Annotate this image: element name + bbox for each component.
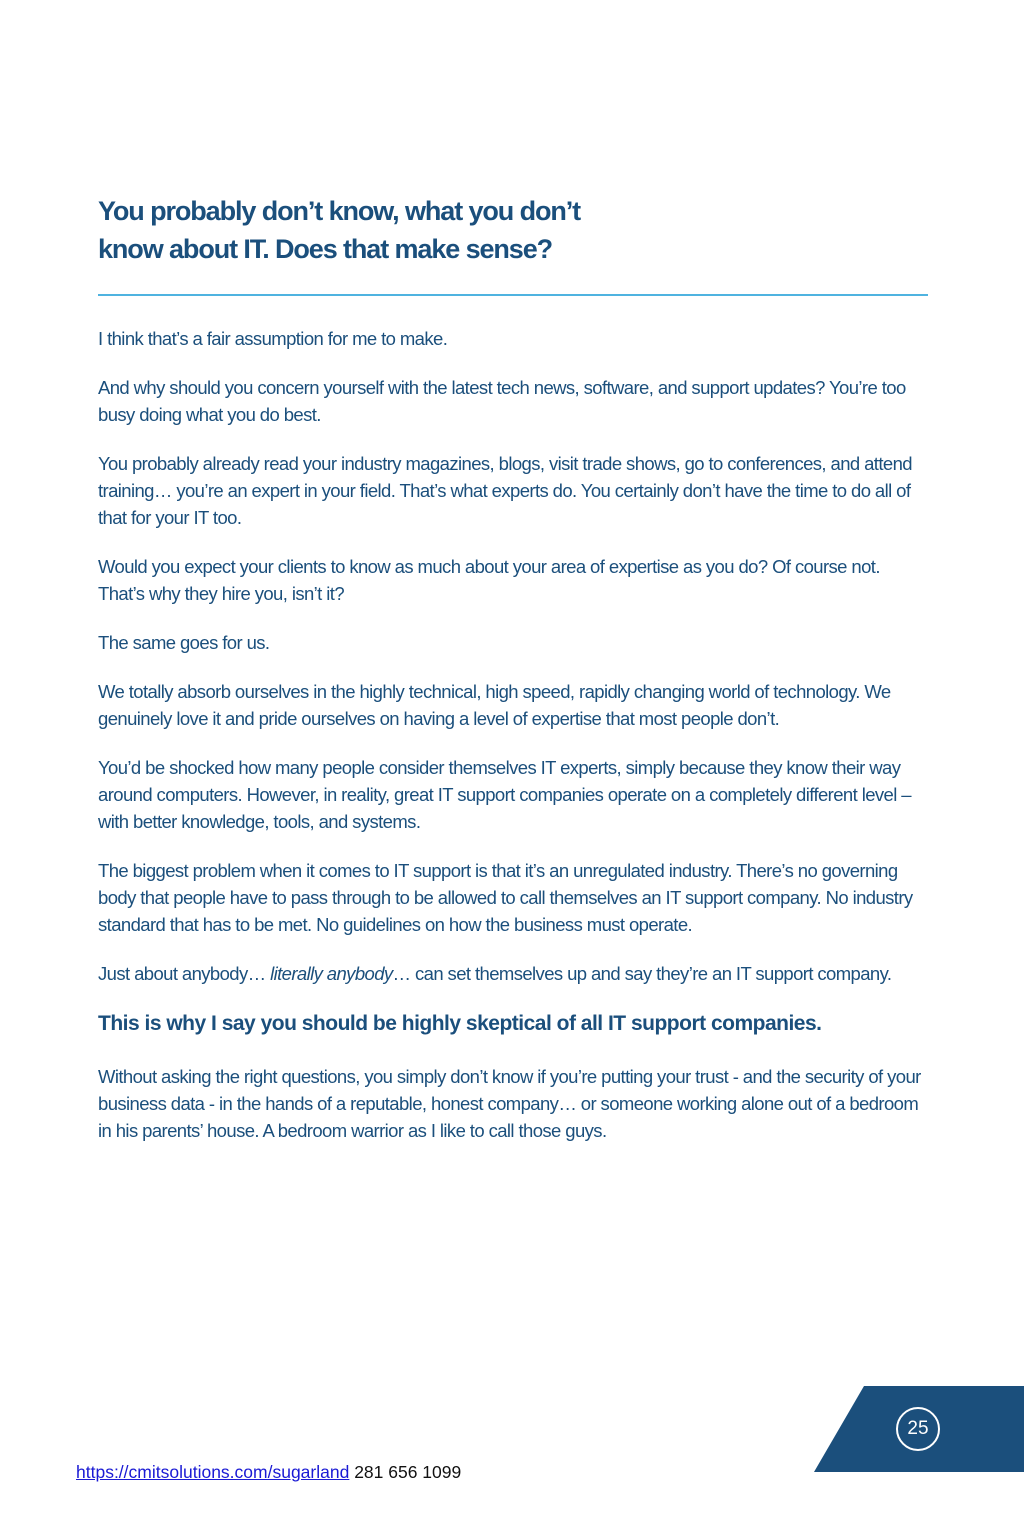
paragraph-9-tail: … can set themselves up and say they’re an IT support company. bbox=[392, 963, 892, 984]
page-number: 25 bbox=[896, 1407, 940, 1451]
paragraph-5: The same goes for us. bbox=[98, 632, 270, 653]
website-link[interactable]: https://cmitsolutions.com/sugarland bbox=[76, 1462, 350, 1482]
paragraph-8: The biggest problem when it comes to IT support is that it’s an unregulated industry. There’s no governing body that people have to pass through to be allowed to call themselves an IT support company. No industry standard that has to be met. No guidelines on how the business must operate. bbox=[98, 860, 913, 935]
paragraph-6: We totally absorb ourselves in the highly technical, high speed, rapidly changing world of technology. We genuinely love it and pride ourselves on having a level of expertise that most people don’t. bbox=[98, 681, 891, 729]
paragraph-3: You probably already read your industry magazines, blogs, visit trade shows, go to conferences, and attend training… you’re an expert in your field. That’s what experts do. You certainly don’t have the time to do all of that for your IT too. bbox=[98, 453, 912, 528]
paragraph-1: I think that’s a fair assumption for me to make. bbox=[98, 328, 448, 349]
heading-divider bbox=[98, 294, 928, 296]
footer-contact bbox=[76, 1462, 461, 1483]
callout-statement: This is why I say you should be highly skeptical of all IT support companies. bbox=[98, 1012, 822, 1035]
page-heading bbox=[98, 192, 918, 268]
body-text bbox=[98, 325, 928, 1166]
paragraph-9-emphasis: literally anybody bbox=[270, 963, 393, 984]
paragraph-2: And why should you concern yourself with the latest tech news, software, and support updates? You’re too busy doing what you do best. bbox=[98, 377, 906, 425]
heading-line-2: know about IT. Does that make sense? bbox=[98, 234, 553, 264]
paragraph-7: You’d be shocked how many people consider themselves IT experts, simply because they know their way around computers. However, in reality, great IT support companies operate on a completely different level – with better knowledge, tools, and systems. bbox=[98, 757, 911, 832]
paragraph-9-lead: Just about anybody… bbox=[98, 963, 271, 984]
phone-number: 281 656 1099 bbox=[349, 1462, 462, 1482]
paragraph-9 bbox=[98, 960, 928, 987]
heading-line-1: You probably don’t know, what you don’t bbox=[98, 196, 581, 226]
paragraph-4: Would you expect your clients to know as much about your area of expertise as you do? Of course not. That’s why they hire you, isn’t it? bbox=[98, 556, 880, 604]
paragraph-10: Without asking the right questions, you simply don’t know if you’re putting your trust - and the security of your business data - in the hands of a reputable, honest company… or someone working alone out of a bedroom in his parents’ house. A bedroom warrior as I like to call those guys. bbox=[98, 1066, 921, 1141]
